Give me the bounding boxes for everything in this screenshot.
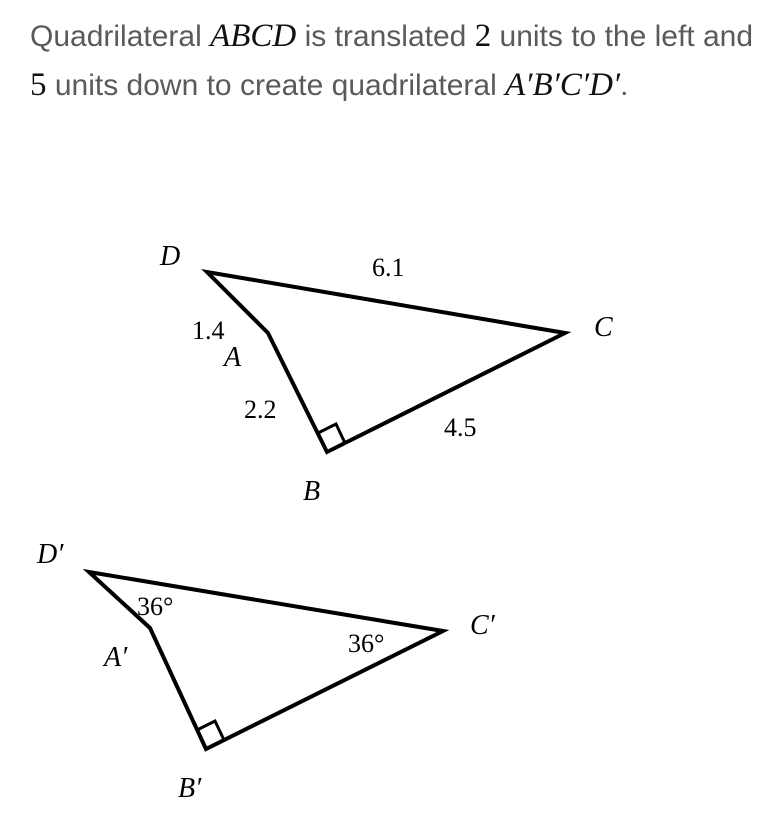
prompt-text-4: units down to create quadrilateral	[46, 69, 506, 102]
prompt-text-2: is translated	[296, 20, 475, 53]
vertex-label-d-prime: D′	[37, 539, 64, 570]
quad-abcd-outline	[207, 272, 565, 452]
side-label-da: 1.4	[192, 316, 225, 345]
prompt-text-3: units to the left and	[491, 20, 754, 53]
angle-label-c-prime: 36°	[348, 629, 385, 658]
left-units-number: 2	[474, 18, 492, 54]
prompt-text-5: .	[620, 69, 629, 102]
vertex-label-a: A	[224, 342, 242, 373]
prompt-text-1: Quadrilateral	[30, 20, 211, 53]
quad-abcd-name: ABCD	[210, 18, 297, 54]
quadrilateral-abcd	[159, 241, 613, 507]
vertex-label-b-prime: B′	[178, 773, 202, 804]
quadrilateral-image	[36, 539, 496, 804]
vertex-label-b: B	[303, 476, 321, 507]
vertex-label-c: C	[594, 312, 613, 343]
vertex-label-c-prime: C′	[470, 610, 495, 641]
quad-image-name: A′B′C′D′	[505, 67, 621, 103]
vertex-label-a-prime: A′	[104, 642, 128, 673]
angle-label-a-prime: 36°	[137, 592, 174, 621]
side-label-dc: 6.1	[372, 253, 405, 282]
side-label-bc: 4.5	[444, 413, 477, 442]
side-label-ab: 2.2	[244, 395, 277, 424]
vertex-label-d: D	[160, 241, 181, 272]
down-units-number: 5	[30, 67, 47, 103]
